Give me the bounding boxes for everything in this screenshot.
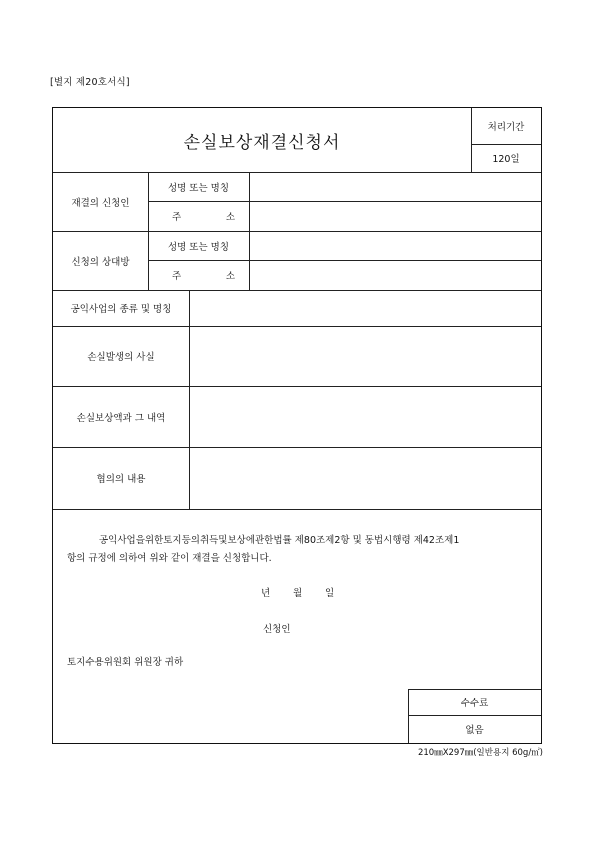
row-divider: [53, 509, 541, 510]
processing-period-label: 처리기간: [487, 122, 525, 133]
address-label-right: 소: [225, 212, 235, 223]
respondent-name-field[interactable]: [249, 231, 541, 260]
loss-fact-label: 손실발생의 사실: [87, 352, 155, 363]
respondent-address-field[interactable]: [249, 260, 541, 290]
statement-line-2: 항의 규정에 의하여 위와 같이 재결을 신청합니다.: [67, 553, 272, 564]
respondent-address-label: [148, 260, 249, 290]
respondent-name-label: 성명 또는 명칭: [167, 241, 230, 253]
address-label-left: 주: [172, 212, 182, 223]
fee-label: 수수료: [460, 698, 489, 709]
applicant-address-field[interactable]: [249, 201, 541, 231]
form-title: 손실보상재결신청서: [183, 132, 341, 153]
applicant-address-label: [148, 201, 249, 231]
project-field[interactable]: [189, 290, 541, 326]
loss-fact-field[interactable]: [189, 326, 541, 386]
applicant-name-field[interactable]: [249, 172, 541, 201]
addressee-text: 토지수용위원회 위원장 귀하: [67, 657, 184, 668]
applicant-name-label: 성명 또는 명칭: [167, 182, 230, 194]
processing-period-value: 120일: [492, 154, 520, 165]
fee-value: 없음: [465, 725, 484, 736]
statement-line-1: 공익사업을위한토지등의취득및보상에관한법률 제80조제2항 및 동법시행령 제42조제1: [99, 535, 460, 546]
paper-spec-footer: 210㎜X297㎜(일반용지 60g/㎡): [417, 748, 543, 758]
applicant-signature-label: 신청인: [263, 624, 291, 635]
address-label-left: 주: [172, 271, 182, 282]
consultation-label: 협의의 내용: [96, 474, 146, 485]
date-day-label: 일: [325, 588, 335, 599]
form-frame: [52, 107, 542, 744]
date-month-label: 월: [293, 588, 303, 599]
form-number-label: [별지 제20호서식]: [50, 77, 130, 88]
compensation-label: 손실보상액과 그 내역: [76, 412, 166, 424]
applicant-section-label: 재결의 신청인: [71, 197, 130, 209]
date-year-label: 년: [261, 588, 271, 599]
compensation-field[interactable]: [189, 386, 541, 447]
address-label-right: 소: [225, 271, 235, 282]
consultation-field[interactable]: [189, 447, 541, 509]
project-label: 공익사업의 종류 및 명칭: [70, 304, 172, 315]
respondent-section-label: 신청의 상대방: [71, 256, 130, 268]
